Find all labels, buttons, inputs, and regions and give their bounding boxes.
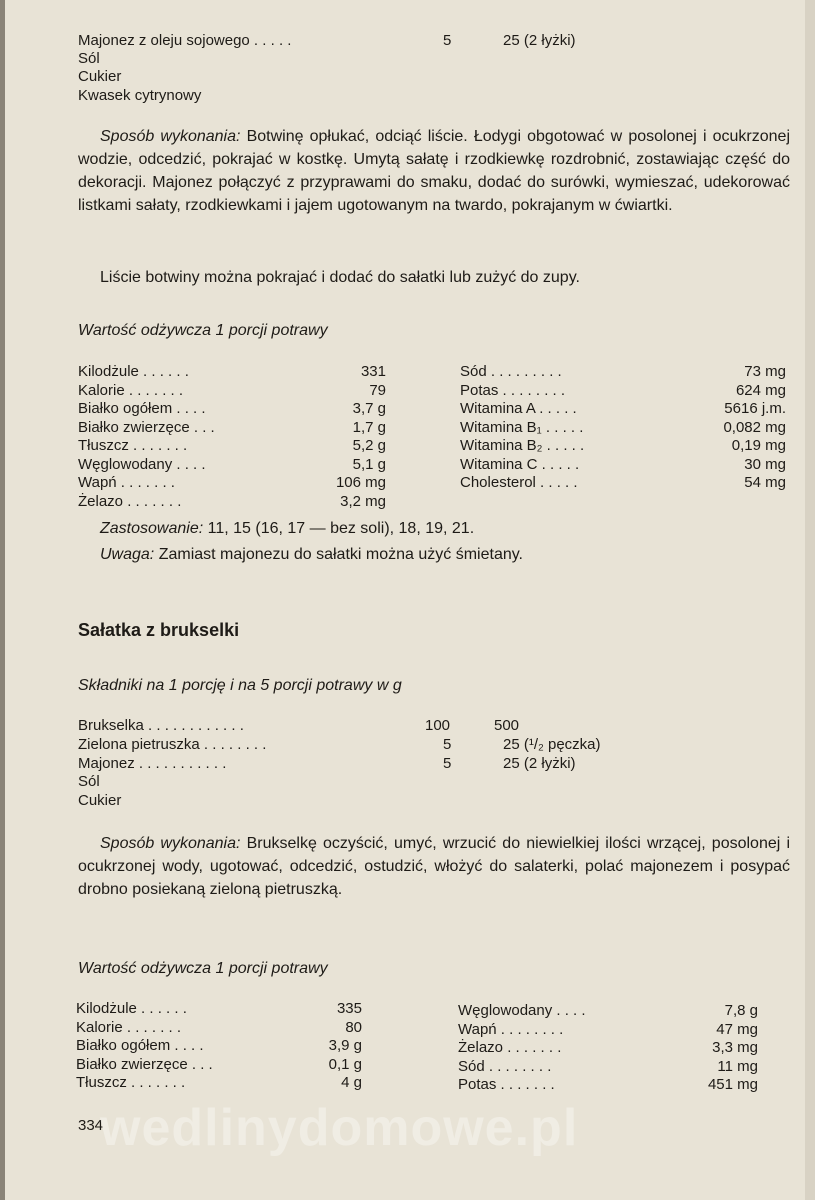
nutrition-value: 3,7 g xyxy=(352,400,386,417)
ingredient-qty-5: 25 (2 łyżki) xyxy=(503,32,576,49)
nutrition-label: Kilodżule . . . . . . xyxy=(76,1000,187,1017)
nutrition-value: 5,1 g xyxy=(352,455,386,473)
nutrition-value: 0,19 mg xyxy=(731,437,786,454)
nutrition-value: 0,1 g xyxy=(328,1055,362,1073)
usage-line xyxy=(100,520,474,538)
ingredient-qty-1: 5 xyxy=(443,736,452,753)
nutrition-value: 7,8 g xyxy=(724,1002,758,1019)
page-edge-left xyxy=(0,0,5,1200)
ingredients-heading: Składniki na 1 porcję i na 5 porcji potrawy w g xyxy=(78,677,402,694)
nutrition-label: Potas . . . . . . . xyxy=(458,1076,555,1093)
ingredient-name: Brukselka . . . . . . . . . . . . xyxy=(78,717,244,734)
nutrition-value: 106 mg xyxy=(335,474,386,491)
nutrition-value: 3,3 mg xyxy=(712,1039,758,1056)
note-line xyxy=(100,546,523,564)
nutrition-label: Żelazo . . . . . . . xyxy=(458,1039,562,1056)
ingredient-name: Majonez . . . . . . . . . . . xyxy=(78,755,227,772)
nutrition-value: 4 g xyxy=(341,1074,362,1091)
nutrition-value: 5616 j.m. xyxy=(724,400,786,417)
nutrition-label: Węglowodany . . . . xyxy=(458,1002,586,1019)
usage-label: Zastosowanie: xyxy=(100,520,204,537)
nutrition-label: Cholesterol . . . . . xyxy=(460,474,578,491)
ingredient-qty-5: 500 xyxy=(494,717,520,734)
nutrition-value: 79 xyxy=(369,381,386,399)
method-text: Botwinę opłukać, odciąć liście. Łodygi obgotować w posolonej i ocukrzonej wodzie, odcedzić, pokrajać w kostkę. Umytą sałatę i rzodkiewkę rozdrobnić, zostawiając część do dekoracji. Majonez połączyć z przyprawami do smaku, dodać do surówki, wymieszać, udekorować listkami sałaty, rzodkiewkami i jajem ugotowanym na twardo, pokrajanym w ćwiartki. xyxy=(78,128,791,214)
nutrition-label: Sód . . . . . . . . . xyxy=(460,363,562,380)
page-edge-right xyxy=(805,0,815,1200)
nutrition-value: 335 xyxy=(336,1000,362,1017)
nutrition-value: 73 mg xyxy=(744,363,786,380)
nutrition-label: Białko ogółem . . . . xyxy=(76,1037,204,1054)
nutrition-label: Żelazo . . . . . . . xyxy=(78,492,182,510)
usage-text: 11, 15 (16, 17 — bez soli), 18, 19, 21. xyxy=(203,520,475,537)
nutrition-label: Wapń . . . . . . . xyxy=(78,474,175,491)
ingredient-name: Cukier xyxy=(78,792,122,809)
nutrition-value: 5,2 g xyxy=(352,437,386,454)
note-text: Zamiast majonezu do sałatki można użyć śmietany. xyxy=(154,546,523,563)
ingredient-name: Cukier xyxy=(78,68,122,85)
nutrition-label: Potas . . . . . . . . xyxy=(460,381,566,399)
ingredient-name: Kwasek cytrynowy xyxy=(78,87,202,104)
nutrition-label: Tłuszcz . . . . . . . xyxy=(76,1074,186,1091)
nutrition-label: Białko zwierzęce . . . xyxy=(76,1055,213,1073)
nutrition-value: 451 mg xyxy=(707,1076,758,1093)
nutrition-label: Witamina C . . . . . xyxy=(460,455,580,473)
method-label: Sposób wykonania: xyxy=(100,128,241,145)
page-number: 334 xyxy=(78,1117,104,1134)
nutrition-label: Kilodżule . . . . . . xyxy=(78,363,189,380)
nutrition-label: Białko ogółem . . . . xyxy=(78,400,206,417)
ingredient-name: Sól xyxy=(78,50,100,67)
nutrition-label: Witamina B₂ . . . . . xyxy=(460,437,585,454)
nutrition-value: 0,082 mg xyxy=(723,418,786,436)
nutrition-value: 1,7 g xyxy=(352,418,386,436)
nutrition-heading: Wartość odżywcza 1 porcji potrawy xyxy=(78,960,328,977)
extra-paragraph: Liście botwiny można pokrajać i dodać do sałatki lub zużyć do zupy. xyxy=(100,269,580,286)
nutrition-value: 54 mg xyxy=(744,474,786,491)
nutrition-label: Wapń . . . . . . . . xyxy=(458,1020,564,1038)
nutrition-value: 30 mg xyxy=(744,455,786,473)
ingredient-qty-5: 25 (¹/₂ pęczka) xyxy=(503,736,601,753)
nutrition-value: 3,9 g xyxy=(328,1037,362,1054)
nutrition-value: 624 mg xyxy=(735,381,786,399)
method-text: Brukselkę oczyścić, umyć, wrzucić do niewielkiej ilości wrzącej, posolonej i ocukrzonej wody, ugotować, odcedzić, ostudzić, włożyć do salaterki, polać majonezem i posypać drobno posiekaną zieloną pietruszką. xyxy=(78,835,790,898)
ingredient-name: Zielona pietruszka . . . . . . . . xyxy=(78,736,267,753)
nutrition-label: Tłuszcz . . . . . . . xyxy=(78,437,188,454)
nutrition-label: Witamina B₁ . . . . . xyxy=(460,418,584,436)
nutrition-value: 11 mg xyxy=(717,1057,758,1075)
nutrition-value: 331 xyxy=(360,363,386,380)
nutrition-label: Witamina A . . . . . xyxy=(460,400,577,417)
nutrition-label: Kalorie . . . . . . . xyxy=(78,381,184,399)
watermark: wedlinydomowe.pl xyxy=(100,1099,579,1157)
nutrition-value: 47 mg xyxy=(716,1020,758,1038)
nutrition-label: Węglowodany . . . . xyxy=(78,455,206,473)
nutrition-heading: Wartość odżywcza 1 porcji potrawy xyxy=(78,322,328,339)
nutrition-value: 3,2 mg xyxy=(340,492,386,510)
recipe-title: Sałatka z brukselki xyxy=(78,620,240,640)
method-paragraph xyxy=(78,832,790,901)
nutrition-label: Białko zwierzęce . . . xyxy=(78,418,215,436)
note-label: Uwaga: xyxy=(100,546,155,563)
method-label: Sposób wykonania: xyxy=(100,835,241,852)
ingredient-qty-1: 5 xyxy=(443,32,452,49)
ingredient-qty-1: 5 xyxy=(443,755,452,772)
ingredient-qty-5: 25 (2 łyżki) xyxy=(503,755,576,772)
ingredient-name: Sól xyxy=(78,773,100,790)
nutrition-label: Sód . . . . . . . . xyxy=(458,1057,552,1075)
method-paragraph xyxy=(78,125,790,217)
nutrition-value: 80 xyxy=(345,1018,362,1036)
nutrition-label: Kalorie . . . . . . . xyxy=(76,1018,182,1036)
ingredient-qty-1: 100 xyxy=(425,717,451,734)
ingredient-name: Majonez z oleju sojowego . . . . . xyxy=(78,32,292,49)
